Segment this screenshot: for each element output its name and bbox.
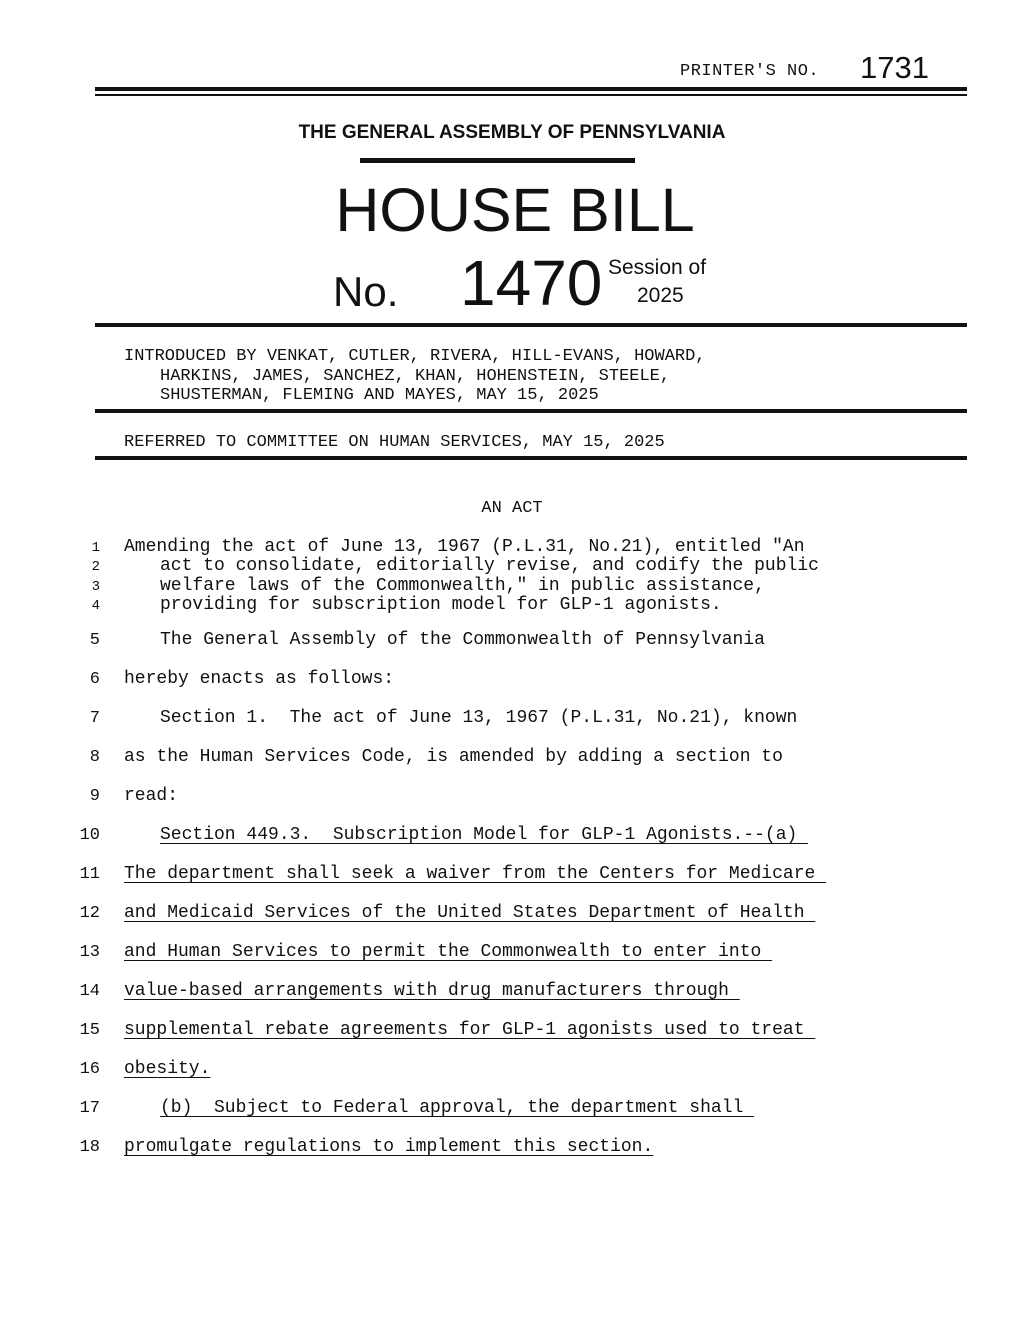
assembly-title: THE GENERAL ASSEMBLY OF PENNSYLVANIA <box>298 122 726 143</box>
line-number: 6 <box>89 670 100 689</box>
inserted-text-line: and Medicaid Services of the United States Department of Health <box>124 903 816 923</box>
line-number: 3 <box>91 579 100 595</box>
body-line: The General Assembly of the Commonwealth of Pennsylvania <box>160 630 765 650</box>
line-number: 10 <box>79 826 100 845</box>
line-number: 7 <box>89 709 100 728</box>
sponsors-line: HARKINS, JAMES, SANCHEZ, KHAN, HOHENSTEIN, STEELE, <box>160 367 671 386</box>
printer-number-label: PRINTER'S NO. <box>680 62 820 81</box>
inserted-text-line: obesity. <box>124 1059 211 1079</box>
title-line: Amending the act of June 13, 1967 (P.L.31, No.21), entitled "An <box>124 537 805 557</box>
line-number: 18 <box>79 1138 100 1157</box>
line-number: 11 <box>79 865 100 884</box>
body-line: as the Human Services Code, is amended by adding a section to <box>124 747 783 767</box>
line-number: 16 <box>79 1060 100 1079</box>
line-number: 8 <box>89 748 100 767</box>
bill-type-title: HOUSE BILL <box>335 176 695 244</box>
line-number: 2 <box>91 559 100 575</box>
act-heading: AN ACT <box>481 499 543 518</box>
printer-number: 1731 <box>860 50 929 85</box>
inserted-text-line: value-based arrangements with drug manufacturers through <box>124 981 740 1001</box>
inserted-text-line: promulgate regulations to implement this section. <box>124 1137 654 1157</box>
title-line: welfare laws of the Commonwealth," in public assistance, <box>160 576 765 596</box>
line-number: 12 <box>79 904 100 923</box>
sponsors-rule <box>95 409 967 413</box>
inserted-text-line: supplemental rebate agreements for GLP-1 agonists used to treat <box>124 1020 816 1040</box>
bill-number-label: No. <box>333 268 399 315</box>
assembly-divider <box>360 158 635 163</box>
line-number: 13 <box>79 943 100 962</box>
session-label: Session of <box>608 256 707 279</box>
sponsors-line: INTRODUCED BY VENKAT, CUTLER, RIVERA, HILL-EVANS, HOWARD, <box>124 347 706 366</box>
body-line: read: <box>124 786 179 806</box>
line-number: 14 <box>79 982 100 1001</box>
line-number: 4 <box>91 598 100 614</box>
sponsors-line: SHUSTERMAN, FLEMING AND MAYES, MAY 15, 2025 <box>160 386 599 405</box>
title-rule <box>95 323 967 327</box>
line-number: 17 <box>79 1099 100 1118</box>
body-line: Section 1. The act of June 13, 1967 (P.L.31, No.21), known <box>160 708 798 728</box>
inserted-text-line: The department shall seek a waiver from the Centers for Medicare <box>124 864 827 884</box>
inserted-text-line: (b) Subject to Federal approval, the department shall <box>160 1098 755 1118</box>
line-number: 15 <box>79 1021 100 1040</box>
bill-number: 1470 <box>460 247 603 319</box>
title-line: act to consolidate, editorially revise, and codify the public <box>160 556 819 576</box>
body-line: hereby enacts as follows: <box>124 669 395 689</box>
line-number: 1 <box>91 540 100 556</box>
line-number: 9 <box>89 787 100 806</box>
line-number: 5 <box>89 631 100 650</box>
session-year: 2025 <box>637 284 684 307</box>
inserted-text-line: and Human Services to permit the Commonwealth to enter into <box>124 942 773 962</box>
header-rule-thick <box>95 87 967 91</box>
header-rule-thin <box>95 94 967 96</box>
referral-rule <box>95 456 967 460</box>
referral-line: REFERRED TO COMMITTEE ON HUMAN SERVICES, MAY 15, 2025 <box>124 433 665 452</box>
inserted-text-line: Section 449.3. Subscription Model for GLP-1 Agonists.--(a) <box>160 825 809 845</box>
title-line: providing for subscription model for GLP-1 agonists. <box>160 595 722 615</box>
